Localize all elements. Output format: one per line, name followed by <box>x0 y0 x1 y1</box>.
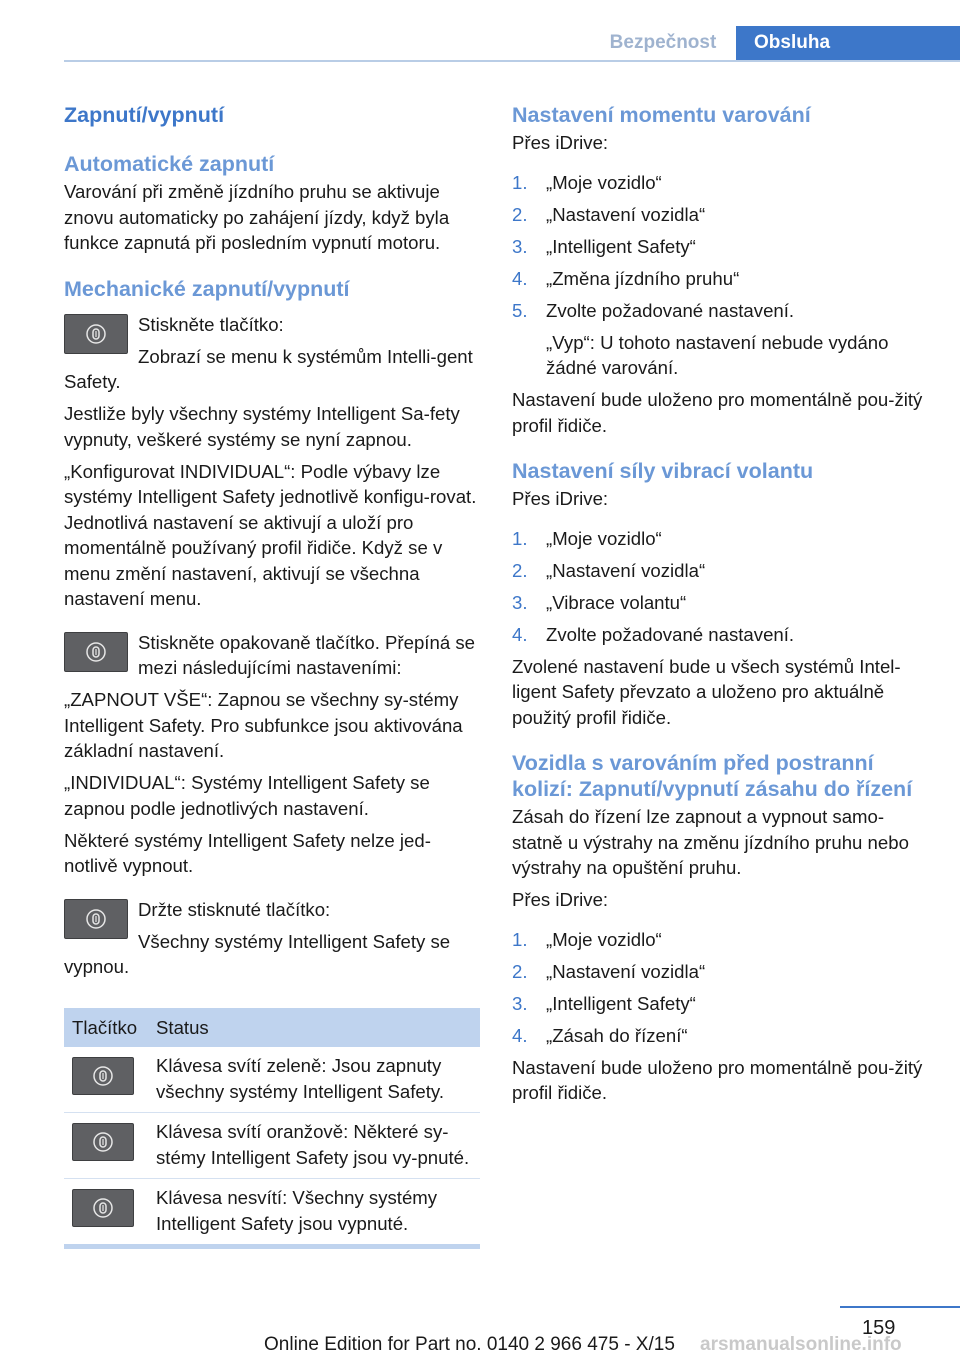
menu-shown-text: Zobrazí se menu k systémům Intelli‐gent Safety. <box>64 345 473 392</box>
vib-steps <box>512 526 930 648</box>
list-item: 1. „Moje vozidlo“ <box>512 527 662 549</box>
auto-text: Varování při změně jízdního pruhu se aktivuje znovu automaticky po zahájení jízdy, když byla funkce zapnutá při posledním vypnutí motoru. <box>64 181 450 253</box>
intelligent-safety-key-icon <box>64 314 128 354</box>
vib-saved: Zvolené nastavení bude u všech systémů Intel‐ligent Safety převzato a uloženo pro aktuálně použitý profil řidiče. <box>512 655 901 728</box>
all-on-text: „ZAPNOUT VŠE“: Zapnou se všechny sy‐stémy Intelligent Safety. Pro subfunkce jsou aktivována základní nastavení. <box>64 689 463 761</box>
press-repeatedly-text: Stiskněte opakovaně tlačítko. Přepíná se mezi následujícími nastaveními: <box>138 631 475 678</box>
footer-rule <box>840 1306 960 1308</box>
via-idrive: Přes iDrive: <box>512 132 609 153</box>
list-item: 4. „Změna jízdního pruhu“ <box>512 267 740 289</box>
config-text: „Konfigurovat INDIVIDUAL“: Podle výbavy lze systémy Intelligent Safety jednotlivě konfigu‐rovat. Jednotlivá nastavení se aktivují a uloží pro momentálně používaný profil řidiče. Když se v menu změní nastavení, aktivují se všechna nastavení menu. <box>64 460 477 609</box>
table-row <box>64 1179 480 1247</box>
individual-text: „INDIVIDUAL“: Systémy Intelligent Safety se zapnou podle jednotlivých nastavení. <box>64 772 430 819</box>
header-rule <box>64 60 960 62</box>
warn-steps <box>512 170 930 324</box>
edition-text: Online Edition for Part no. 0140 2 966 475 - X/15 <box>264 1334 675 1355</box>
key-orange-icon <box>72 1123 134 1161</box>
table-row <box>64 1047 480 1113</box>
hold-button-text: Držte stisknuté tlačítko: <box>138 898 331 920</box>
vib-heading: Nastavení síly vibrací volantu <box>512 459 814 483</box>
warn-saved: Nastavení bude uloženo pro momentálně pou‐žitý profil řidiče. <box>512 389 923 436</box>
list-item: 4. „Zásah do řízení“ <box>512 1024 688 1046</box>
key-off-icon <box>72 1189 134 1227</box>
table-header-button: Tlačítko <box>64 1008 148 1047</box>
tab-bezpecnost[interactable]: Bezpečnost <box>609 32 717 53</box>
intelligent-safety-key-icon <box>64 899 128 939</box>
warn-heading: Nastavení momentu varování <box>512 103 811 127</box>
status-cell: Klávesa nesvítí: Všechny systémy Intelligent Safety jsou vypnuté. <box>148 1179 480 1247</box>
side-heading: Vozidla s varováním před postranní kolizí: Zapnutí/vypnutí zásahu do řízení <box>512 751 913 801</box>
side-saved: Nastavení bude uloženo pro momentálně pou‐žitý profil řidiče. <box>512 1056 923 1103</box>
list-item: 2. „Nastavení vozidla“ <box>512 203 706 225</box>
table-header-status: Status <box>148 1008 480 1047</box>
list-item: 3. „Intelligent Safety“ <box>512 992 696 1014</box>
press-button-text: Stiskněte tlačítko: <box>138 313 284 335</box>
list-item: 2. „Nastavení vozidla“ <box>512 960 706 982</box>
tab-obsluha[interactable]: Obsluha <box>736 26 960 62</box>
mech-heading: Mechanické zapnutí/vypnutí <box>64 276 350 301</box>
status-table <box>64 1008 480 1249</box>
table-row <box>64 1113 480 1179</box>
hold-result-text: Všechny systémy Intelligent Safety se vypnou. <box>64 930 451 977</box>
auto-heading: Automatické zapnutí <box>64 152 275 176</box>
right-column <box>512 96 930 1112</box>
list-item: 3. „Vibrace volantu“ <box>512 591 687 613</box>
list-item: 1. „Moje vozidlo“ <box>512 171 662 193</box>
list-item: 2. „Nastavení vozidla“ <box>512 559 706 581</box>
key-green-icon <box>72 1057 134 1095</box>
page-number: 159 <box>862 1317 896 1339</box>
watermark-text: arsmanualsonline.info <box>700 1334 902 1355</box>
status-cell: Klávesa svítí oranžově: Některé sy‐stémy Intelligent Safety jsou vy‐pnuté. <box>148 1113 480 1179</box>
left-column <box>64 96 482 1249</box>
section-title: Zapnutí/vypnutí <box>64 103 225 127</box>
list-item: 4. Zvolte požadované nastavení. <box>512 623 795 645</box>
warn-note: „Vyp“: U tohoto nastavení nebude vydáno žádné varování. <box>546 331 889 378</box>
side-steps <box>512 927 930 1049</box>
all-off-text: Jestliže byly všechny systémy Intelligent Sa‐fety vypnuty, veškeré systémy se nyní zapnou. <box>64 403 460 450</box>
list-item: 3. „Intelligent Safety“ <box>512 235 696 257</box>
intelligent-safety-key-icon <box>64 632 128 672</box>
via-idrive: Přes iDrive: <box>512 889 609 910</box>
list-item: 5. Zvolte požadované nastavení. <box>512 299 795 321</box>
via-idrive: Přes iDrive: <box>512 488 609 509</box>
list-item: 1. „Moje vozidlo“ <box>512 928 662 950</box>
some-text: Některé systémy Intelligent Safety nelze jed‐notlivě vypnout. <box>64 829 431 876</box>
status-cell: Klávesa svítí zeleně: Jsou zapnuty všechny systémy Intelligent Safety. <box>148 1047 480 1113</box>
side-text: Zásah do řízení lze zapnout a vypnout samo‐statně u výstrahy na změnu jízdního pruhu nebo výstrahy na opuštění pruhu. <box>512 806 909 878</box>
